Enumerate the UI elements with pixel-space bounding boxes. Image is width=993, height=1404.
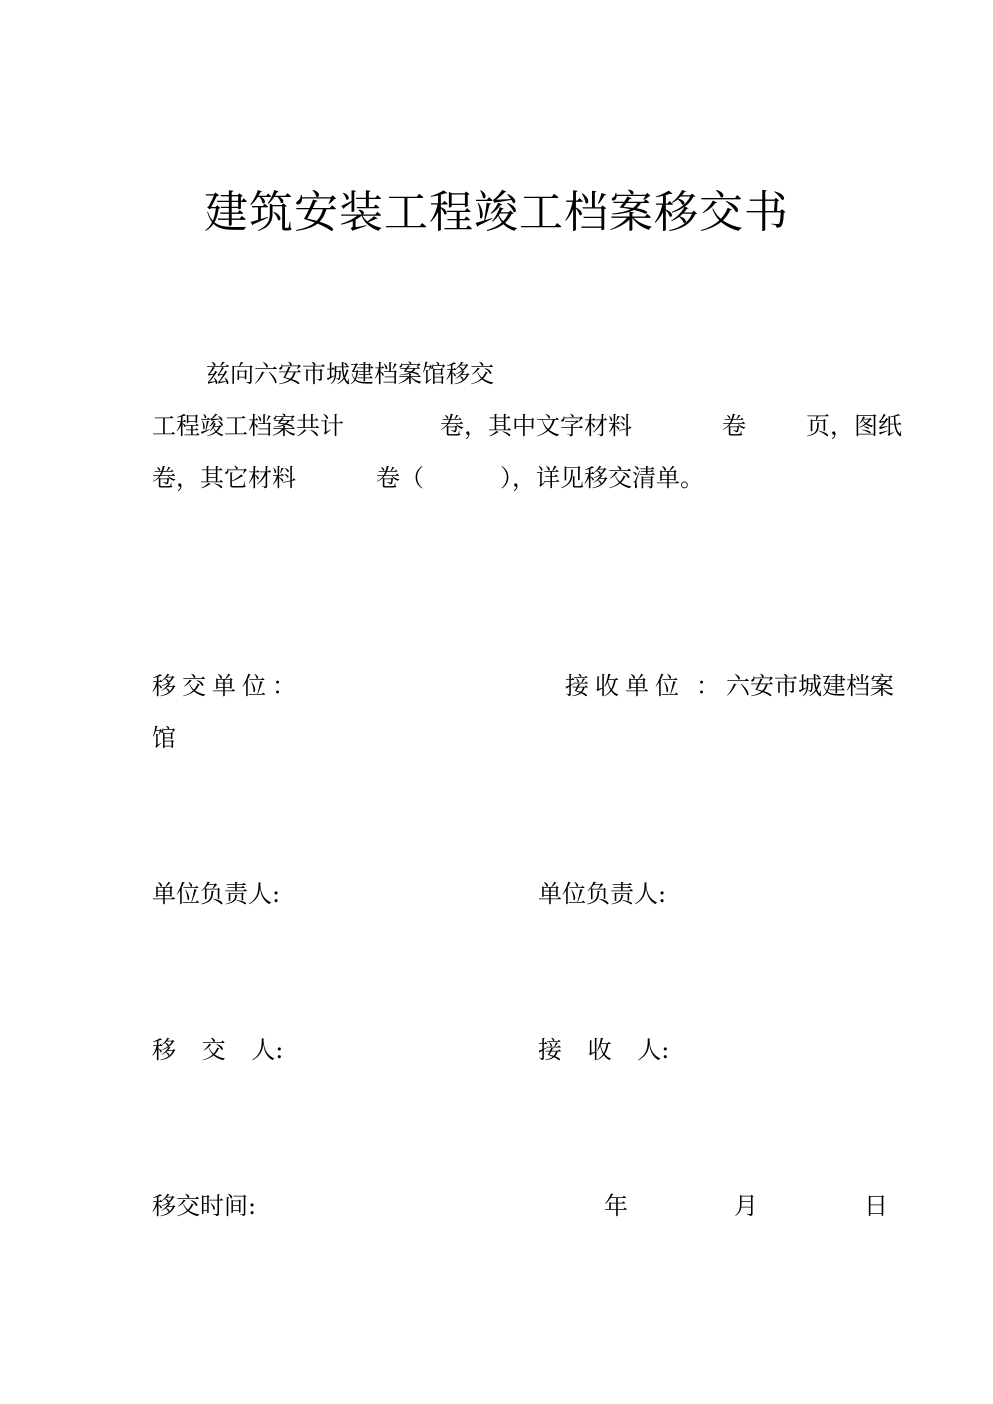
receive-unit-value: 六安市城建档案 bbox=[726, 672, 894, 700]
date-year: 年 bbox=[604, 1192, 628, 1220]
date-day: 日 bbox=[864, 1192, 888, 1220]
transferor-label: 移 交 人: bbox=[152, 1036, 284, 1064]
receive-responsible-label: 单位负责人: bbox=[538, 880, 667, 908]
volume-unit: 卷 bbox=[722, 412, 746, 440]
page-title: 建筑安装工程竣工档案移交书 bbox=[204, 187, 789, 238]
receiver-label: 接 收 人: bbox=[538, 1036, 670, 1064]
receive-unit-value-wrap: 馆 bbox=[152, 724, 176, 752]
date-month: 月 bbox=[734, 1192, 758, 1220]
page-drawings-label: 页，图纸 bbox=[806, 412, 902, 440]
total-volumes-label: 工程竣工档案共计 bbox=[152, 412, 344, 440]
volume-open-paren: 卷（ bbox=[376, 464, 424, 492]
receive-unit-label: 接收单位 bbox=[565, 672, 685, 700]
text-material-label: 卷，其中文字材料 bbox=[440, 412, 632, 440]
intro-line-1: 兹向六安市城建档案馆移交 bbox=[206, 360, 494, 388]
see-transfer-list: ），详见移交清单。 bbox=[500, 464, 704, 492]
transfer-responsible-label: 单位负责人: bbox=[152, 880, 281, 908]
transfer-unit-label: 移交单位： bbox=[152, 672, 302, 700]
other-material-label: 卷，其它材料 bbox=[152, 464, 296, 492]
receive-unit-colon: ： bbox=[696, 672, 720, 700]
transfer-date-label: 移交时间: bbox=[152, 1192, 257, 1220]
